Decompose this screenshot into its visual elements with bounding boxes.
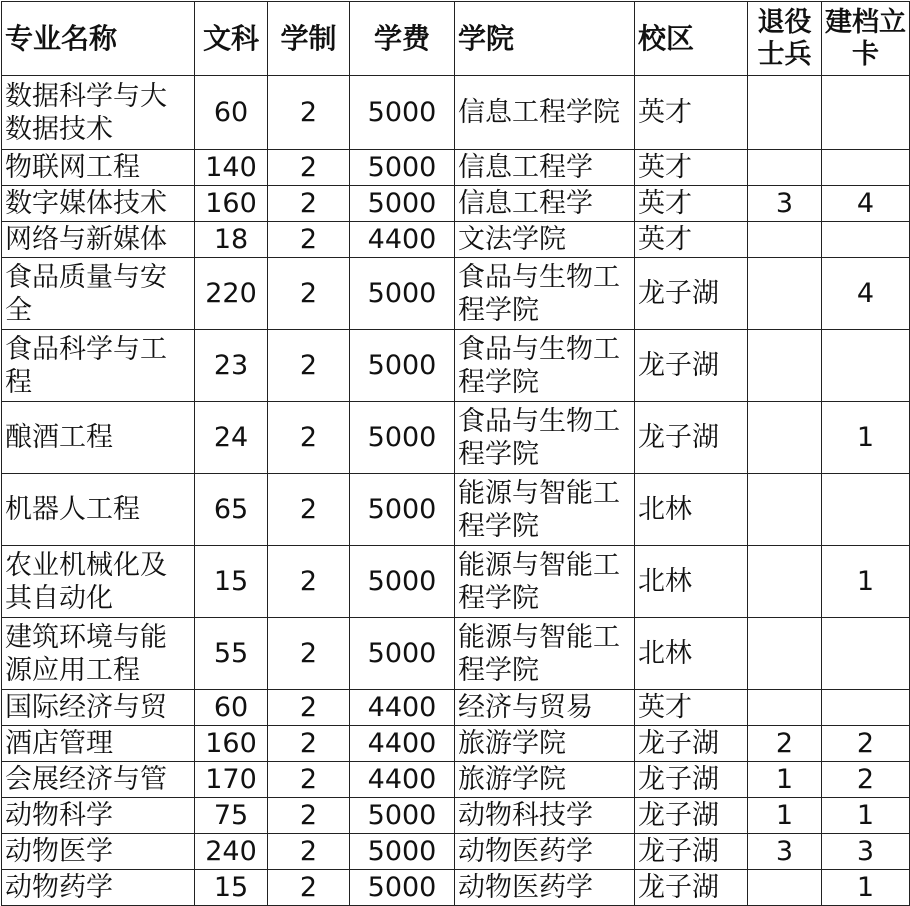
cell-college: 能源与智能工程学院 — [455, 546, 635, 618]
cell-years: 2 — [268, 402, 350, 474]
table-row — [2, 762, 910, 798]
cell-name: 农业机械化及其自动化 — [2, 546, 195, 618]
header-liberal: 文科 — [195, 2, 268, 76]
cell-campus: 英才 — [635, 150, 748, 186]
cell-fee: 5000 — [350, 150, 455, 186]
cell-name: 动物药学 — [2, 870, 195, 906]
cell-archive — [822, 690, 910, 726]
cell-liberal: 15 — [195, 546, 268, 618]
cell-campus: 龙子湖 — [635, 330, 748, 402]
cell-years: 2 — [268, 76, 350, 150]
cell-veteran — [748, 258, 822, 330]
table-row — [2, 150, 910, 186]
cell-archive: 4 — [822, 186, 910, 222]
header-archive: 建档立卡 — [822, 2, 910, 76]
header-college: 学院 — [455, 2, 635, 76]
table-row — [2, 618, 910, 690]
cell-veteran: 2 — [748, 726, 822, 762]
cell-liberal: 65 — [195, 474, 268, 546]
table-row — [2, 330, 910, 402]
cell-campus: 北林 — [635, 474, 748, 546]
cell-fee: 5000 — [350, 834, 455, 870]
cell-fee: 4400 — [350, 690, 455, 726]
cell-liberal: 220 — [195, 258, 268, 330]
cell-years: 2 — [268, 726, 350, 762]
cell-veteran: 3 — [748, 186, 822, 222]
cell-liberal: 18 — [195, 222, 268, 258]
cell-years: 2 — [268, 222, 350, 258]
cell-veteran — [748, 222, 822, 258]
cell-fee: 4400 — [350, 222, 455, 258]
cell-liberal: 15 — [195, 870, 268, 906]
cell-college: 文法学院 — [455, 222, 635, 258]
table-row — [2, 222, 910, 258]
cell-name: 网络与新媒体 — [2, 222, 195, 258]
cell-college: 旅游学院 — [455, 762, 635, 798]
cell-veteran — [748, 618, 822, 690]
cell-archive — [822, 222, 910, 258]
cell-college: 食品与生物工程学院 — [455, 258, 635, 330]
cell-liberal: 240 — [195, 834, 268, 870]
cell-campus: 北林 — [635, 546, 748, 618]
cell-archive — [822, 618, 910, 690]
header-veteran: 退役士兵 — [748, 2, 822, 76]
cell-veteran — [748, 402, 822, 474]
cell-veteran — [748, 870, 822, 906]
cell-college: 信息工程学 — [455, 186, 635, 222]
table-row — [2, 726, 910, 762]
cell-veteran — [748, 546, 822, 618]
cell-fee: 5000 — [350, 258, 455, 330]
cell-name: 建筑环境与能源应用工程 — [2, 618, 195, 690]
cell-college: 能源与智能工程学院 — [455, 474, 635, 546]
table-row — [2, 76, 910, 150]
cell-name: 数据科学与大数据技术 — [2, 76, 195, 150]
cell-fee: 5000 — [350, 618, 455, 690]
cell-fee: 5000 — [350, 402, 455, 474]
table-row — [2, 834, 910, 870]
cell-name: 动物医学 — [2, 834, 195, 870]
cell-years: 2 — [268, 330, 350, 402]
cell-years: 2 — [268, 150, 350, 186]
cell-name: 会展经济与管 — [2, 762, 195, 798]
header-row — [2, 2, 910, 76]
cell-archive: 1 — [822, 546, 910, 618]
cell-fee: 4400 — [350, 726, 455, 762]
cell-archive — [822, 76, 910, 150]
cell-campus: 龙子湖 — [635, 762, 748, 798]
cell-years: 2 — [268, 474, 350, 546]
cell-campus: 龙子湖 — [635, 726, 748, 762]
cell-archive — [822, 474, 910, 546]
table-row — [2, 258, 910, 330]
cell-liberal: 140 — [195, 150, 268, 186]
cell-fee: 5000 — [350, 474, 455, 546]
cell-fee: 5000 — [350, 76, 455, 150]
cell-years: 2 — [268, 798, 350, 834]
table-body — [2, 76, 910, 906]
cell-years: 2 — [268, 546, 350, 618]
cell-archive — [822, 150, 910, 186]
cell-college: 旅游学院 — [455, 726, 635, 762]
cell-liberal: 23 — [195, 330, 268, 402]
cell-liberal: 24 — [195, 402, 268, 474]
cell-campus: 龙子湖 — [635, 834, 748, 870]
cell-college: 能源与智能工程学院 — [455, 618, 635, 690]
header-campus: 校区 — [635, 2, 748, 76]
cell-name: 国际经济与贸 — [2, 690, 195, 726]
cell-college: 食品与生物工程学院 — [455, 402, 635, 474]
cell-liberal: 75 — [195, 798, 268, 834]
cell-fee: 5000 — [350, 546, 455, 618]
cell-archive: 1 — [822, 870, 910, 906]
cell-years: 2 — [268, 186, 350, 222]
cell-veteran — [748, 690, 822, 726]
table-row — [2, 402, 910, 474]
cell-name: 机器人工程 — [2, 474, 195, 546]
cell-archive: 3 — [822, 834, 910, 870]
cell-archive — [822, 330, 910, 402]
cell-archive: 4 — [822, 258, 910, 330]
cell-campus: 龙子湖 — [635, 402, 748, 474]
cell-liberal: 55 — [195, 618, 268, 690]
cell-campus: 英才 — [635, 690, 748, 726]
cell-name: 数字媒体技术 — [2, 186, 195, 222]
cell-college: 信息工程学 — [455, 150, 635, 186]
cell-veteran — [748, 76, 822, 150]
cell-liberal: 60 — [195, 690, 268, 726]
cell-fee: 5000 — [350, 798, 455, 834]
cell-years: 2 — [268, 258, 350, 330]
cell-archive: 1 — [822, 402, 910, 474]
cell-campus: 龙子湖 — [635, 798, 748, 834]
cell-campus: 英才 — [635, 186, 748, 222]
cell-college: 信息工程学院 — [455, 76, 635, 150]
cell-fee: 5000 — [350, 330, 455, 402]
cell-years: 2 — [268, 690, 350, 726]
cell-liberal: 60 — [195, 76, 268, 150]
cell-college: 动物医药学 — [455, 870, 635, 906]
cell-campus: 英才 — [635, 222, 748, 258]
cell-name: 动物科学 — [2, 798, 195, 834]
table-row — [2, 186, 910, 222]
cell-veteran: 1 — [748, 762, 822, 798]
cell-veteran — [748, 150, 822, 186]
cell-archive: 2 — [822, 762, 910, 798]
cell-years: 2 — [268, 870, 350, 906]
table-row — [2, 870, 910, 906]
cell-veteran — [748, 474, 822, 546]
cell-campus: 龙子湖 — [635, 870, 748, 906]
cell-veteran: 1 — [748, 798, 822, 834]
header-years: 学制 — [268, 2, 350, 76]
cell-liberal: 170 — [195, 762, 268, 798]
enrollment-table — [1, 1, 910, 906]
cell-fee: 5000 — [350, 186, 455, 222]
cell-name: 食品质量与安全 — [2, 258, 195, 330]
cell-name: 物联网工程 — [2, 150, 195, 186]
table-row — [2, 546, 910, 618]
cell-campus: 龙子湖 — [635, 258, 748, 330]
cell-name: 酒店管理 — [2, 726, 195, 762]
cell-years: 2 — [268, 834, 350, 870]
cell-years: 2 — [268, 762, 350, 798]
cell-college: 动物医药学 — [455, 834, 635, 870]
cell-years: 2 — [268, 618, 350, 690]
cell-college: 食品与生物工程学院 — [455, 330, 635, 402]
cell-veteran — [748, 330, 822, 402]
cell-veteran: 3 — [748, 834, 822, 870]
cell-name: 食品科学与工程 — [2, 330, 195, 402]
cell-fee: 4400 — [350, 762, 455, 798]
cell-archive: 2 — [822, 726, 910, 762]
table-row — [2, 474, 910, 546]
cell-campus: 英才 — [635, 76, 748, 150]
cell-college: 经济与贸易 — [455, 690, 635, 726]
header-name: 专业名称 — [2, 2, 195, 76]
cell-name: 酿酒工程 — [2, 402, 195, 474]
cell-archive: 1 — [822, 798, 910, 834]
table-row — [2, 690, 910, 726]
cell-campus: 北林 — [635, 618, 748, 690]
cell-college: 动物科技学 — [455, 798, 635, 834]
header-fee: 学费 — [350, 2, 455, 76]
cell-liberal: 160 — [195, 186, 268, 222]
table-row — [2, 798, 910, 834]
cell-fee: 5000 — [350, 870, 455, 906]
cell-liberal: 160 — [195, 726, 268, 762]
